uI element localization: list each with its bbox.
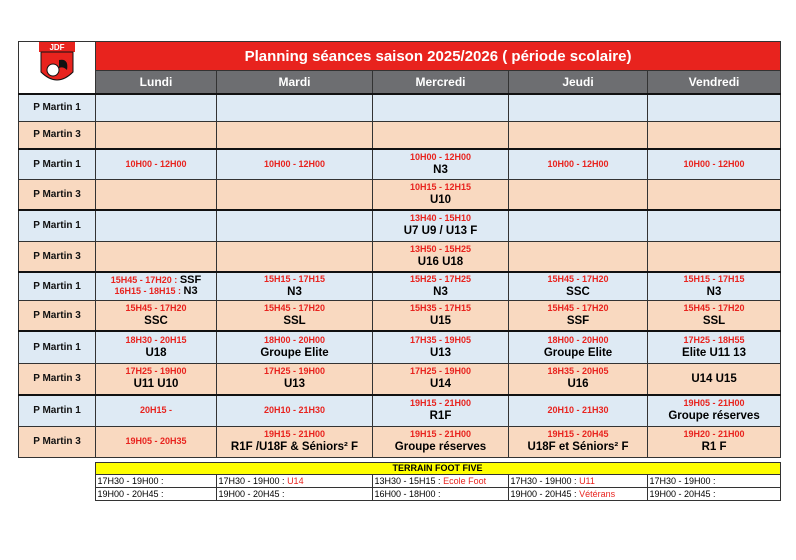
session-time: 19H15 - 21H00: [409, 398, 472, 409]
session-group: SSF: [179, 274, 202, 287]
foot-five-cell: [508, 474, 647, 487]
foot-five-cell: [647, 487, 780, 500]
venue-label: P Martin 3: [19, 426, 96, 457]
foot-five-group: Vétérans: [579, 488, 616, 499]
session-time: 15H45 - 17H20: [125, 302, 187, 313]
session-group: Elite U11 13: [682, 346, 746, 359]
session-cell: [373, 272, 509, 300]
session-time: 19H20 - 21H00: [683, 429, 745, 439]
session-time: 18H00 - 20H00: [547, 334, 609, 345]
foot-five-row: [18, 474, 780, 487]
session-time: 10H00 - 12H00: [547, 158, 609, 169]
session-cell: [373, 121, 509, 149]
session-cell: [509, 94, 648, 121]
schedule-row: [19, 363, 781, 395]
foot-five-cell: [508, 487, 647, 500]
session-cell: [509, 426, 648, 457]
foot-five-cell: [95, 474, 216, 487]
session-cell: [96, 363, 217, 395]
planning-sheet: [18, 41, 780, 501]
day-header-2: Mercredi: [373, 71, 509, 94]
session-cell: [96, 300, 217, 331]
session-cell: [373, 94, 509, 121]
venue-label: P Martin 1: [19, 272, 96, 300]
session-cell: [96, 121, 217, 149]
foot-five-cell: [372, 487, 508, 500]
session-group: Groupe réserves: [394, 441, 487, 453]
session-cell: [648, 149, 781, 179]
session-time: 17H25 - 19H00: [263, 366, 326, 377]
session-group: SSC: [566, 285, 590, 298]
session-time: 15H45 - 17H20 :: [110, 275, 178, 286]
foot-five-slot: 19H00 - 20H45 :: [649, 488, 716, 499]
session-time: 10H00 - 12H00: [683, 158, 745, 169]
session-cell: [217, 241, 373, 272]
session-cell: [96, 331, 217, 363]
schedule-row: [19, 331, 781, 363]
session-group: U14 U15: [691, 372, 737, 385]
ball-icon: [47, 64, 59, 76]
schedule-row: [19, 241, 781, 272]
session-time: 15H45 - 17H20: [547, 302, 609, 313]
session-group: R1F: [429, 410, 452, 423]
session-group: N3: [706, 285, 722, 298]
logo-text: JDF: [49, 43, 65, 52]
session-time: 15H15 - 17H15: [683, 273, 745, 284]
foot-five-slot: 17H30 - 19H00 :: [649, 475, 716, 486]
session-group: U13: [283, 378, 306, 391]
session-group: U10: [429, 193, 452, 206]
session-cell: [648, 272, 781, 300]
venue-label: P Martin 3: [19, 179, 96, 210]
session-time: 13H50 - 15H25: [409, 243, 472, 254]
session-time: 19H15 - 21H00: [409, 429, 472, 439]
venue-label: P Martin 1: [19, 94, 96, 121]
session-cell: [217, 179, 373, 210]
session-time: 18H30 - 20H15: [125, 334, 187, 345]
session-time: 17H25 - 18H55: [683, 334, 745, 345]
session-cell: [373, 363, 509, 395]
session-cell: [509, 395, 648, 426]
session-cell: [648, 331, 781, 363]
session-time: 17H25 - 19H00: [409, 366, 472, 377]
club-logo-cell: [19, 42, 96, 95]
session-time: 19H15 - 21H00: [263, 429, 326, 439]
session-cell: [373, 149, 509, 179]
foot-five-cell: [372, 474, 508, 487]
session-time: 20H10 - 21H30: [263, 405, 326, 416]
session-cell: [373, 179, 509, 210]
session-cell: [648, 210, 781, 241]
session-cell: [217, 121, 373, 149]
session-group: SSL: [283, 314, 306, 327]
session-group: Groupe réserves: [668, 410, 760, 423]
session-group: SSC: [144, 314, 168, 327]
session-line: [96, 286, 216, 297]
venue-label: P Martin 1: [19, 210, 96, 241]
foot-five-row: [18, 487, 780, 500]
session-cell: [509, 363, 648, 395]
session-group: N3: [183, 285, 198, 298]
foot-five-slot: 16H00 - 18H00 :: [374, 488, 441, 499]
session-group: Groupe Elite: [543, 346, 613, 359]
foot-five-table: [18, 462, 781, 501]
venue-label: P Martin 3: [19, 363, 96, 395]
session-group: U16: [567, 378, 589, 391]
session-time: 18H35 - 20H05: [547, 366, 609, 377]
session-cell: [96, 94, 217, 121]
session-cell: [217, 363, 373, 395]
foot-five-cell: [216, 487, 372, 500]
foot-five-group: U11: [579, 475, 595, 486]
session-cell: [509, 300, 648, 331]
schedule-row: [19, 149, 781, 179]
venue-label: P Martin 1: [19, 395, 96, 426]
session-time: 20H15 -: [139, 405, 173, 416]
session-group: SSF: [566, 314, 590, 327]
page-title: Planning séances saison 2025/2026 ( période scolaire): [96, 42, 781, 71]
session-group: U18: [145, 346, 167, 359]
foot-five-cell: [216, 474, 372, 487]
session-time: 10H15 - 12H15: [409, 181, 472, 192]
session-time: 16H15 - 18H15 :: [114, 286, 181, 297]
session-cell: [96, 395, 217, 426]
foot-five-group: Ecole Foot: [443, 475, 487, 486]
foot-five-slot: 13H30 - 15H15 :: [374, 475, 441, 486]
session-group: N3: [433, 163, 448, 176]
foot-five-slot: 17H30 - 19H00 :: [510, 475, 577, 486]
session-time: 19H15 - 20H45: [547, 429, 609, 439]
session-cell: [648, 179, 781, 210]
session-group: U11 U10: [133, 378, 179, 391]
session-time: 19H05 - 20H35: [125, 436, 187, 446]
session-cell: [96, 149, 217, 179]
day-header-4: Vendredi: [648, 71, 781, 94]
session-cell: [217, 395, 373, 426]
session-cell: [217, 426, 373, 457]
foot-five-slot: 19H00 - 20H45 :: [97, 488, 164, 499]
session-group: U16 U18: [417, 255, 464, 268]
session-time: 17H35 - 19H05: [409, 334, 472, 345]
session-group: Groupe Elite: [260, 346, 329, 359]
session-cell: [648, 363, 781, 395]
session-cell: [373, 210, 509, 241]
session-group: U14: [429, 378, 452, 391]
session-cell: [509, 272, 648, 300]
schedule-row: [19, 272, 781, 300]
venue-label: P Martin 3: [19, 300, 96, 331]
session-time: 15H25 - 17H25: [409, 273, 472, 284]
session-group: U7 U9 / U13 F: [403, 225, 478, 238]
session-cell: [509, 121, 648, 149]
session-cell: [96, 210, 217, 241]
session-cell: [648, 241, 781, 272]
club-logo: [29, 42, 85, 88]
session-group: N3: [433, 285, 448, 298]
venue-label: P Martin 3: [19, 121, 96, 149]
session-cell: [509, 149, 648, 179]
session-group: U18F et Séniors² F: [527, 441, 629, 453]
venue-label: P Martin 1: [19, 331, 96, 363]
session-time: 15H15 - 17H15: [263, 273, 326, 284]
session-cell: [648, 121, 781, 149]
schedule-row: [19, 210, 781, 241]
session-cell: [648, 94, 781, 121]
session-cell: [509, 241, 648, 272]
session-time: 15H45 - 17H20: [683, 302, 745, 313]
session-cell: [96, 426, 217, 457]
session-time: 10H00 - 12H00: [409, 151, 472, 162]
session-cell: [648, 395, 781, 426]
session-time: 15H35 - 17H15: [409, 302, 472, 313]
session-cell: [373, 426, 509, 457]
foot-five-title: TERRAIN FOOT FIVE: [95, 462, 780, 474]
foot-five-slot: 19H00 - 20H45 :: [218, 488, 285, 499]
session-cell: [217, 272, 373, 300]
session-cell: [96, 272, 217, 300]
session-line: [96, 275, 216, 286]
day-header-0: Lundi: [96, 71, 217, 94]
session-time: 19H05 - 21H00: [683, 398, 745, 409]
session-cell: [373, 331, 509, 363]
session-cell: [217, 300, 373, 331]
session-group: U13: [429, 346, 452, 359]
session-cell: [217, 210, 373, 241]
session-cell: [509, 331, 648, 363]
session-cell: [96, 179, 217, 210]
session-cell: [217, 94, 373, 121]
session-cell: [217, 331, 373, 363]
venue-label: P Martin 3: [19, 241, 96, 272]
session-time: 15H45 - 17H20: [263, 302, 326, 313]
session-cell: [648, 300, 781, 331]
session-time: 18H00 - 20H00: [263, 334, 326, 345]
session-cell: [648, 426, 781, 457]
session-cell: [509, 179, 648, 210]
day-header-1: Mardi: [217, 71, 373, 94]
session-time: 15H45 - 17H20: [547, 273, 609, 284]
session-cell: [217, 149, 373, 179]
schedule-table: [18, 41, 781, 458]
session-group: SSL: [702, 314, 726, 327]
session-time: 17H25 - 19H00: [125, 366, 187, 377]
session-cell: [373, 395, 509, 426]
foot-five-cell: [647, 474, 780, 487]
schedule-row: [19, 300, 781, 331]
schedule-row: [19, 395, 781, 426]
schedule-row: [19, 179, 781, 210]
session-group: U15: [429, 314, 452, 327]
session-cell: [373, 241, 509, 272]
schedule-row: [19, 426, 781, 457]
foot-five-slot: 17H30 - 19H00 :: [97, 475, 164, 486]
session-time: 10H00 - 12H00: [125, 158, 187, 169]
foot-five-slot: 17H30 - 19H00 :: [218, 475, 285, 486]
day-header-3: Jeudi: [509, 71, 648, 94]
session-time: 13H40 - 15H10: [409, 213, 472, 224]
session-group: R1F /U18F & Séniors² F: [230, 441, 359, 453]
session-cell: [509, 210, 648, 241]
foot-five-cell: [95, 487, 216, 500]
schedule-row: [19, 94, 781, 121]
session-cell: [96, 241, 217, 272]
schedule-row: [19, 121, 781, 149]
session-time: 10H00 - 12H00: [263, 158, 326, 169]
session-time: 20H10 - 21H30: [547, 405, 609, 416]
session-group: R1 F: [701, 441, 727, 453]
venue-label: P Martin 1: [19, 149, 96, 179]
session-cell: [373, 300, 509, 331]
foot-five-slot: 19H00 - 20H45 :: [510, 488, 577, 499]
session-group: N3: [287, 285, 302, 298]
foot-five-group: U14: [287, 475, 304, 486]
